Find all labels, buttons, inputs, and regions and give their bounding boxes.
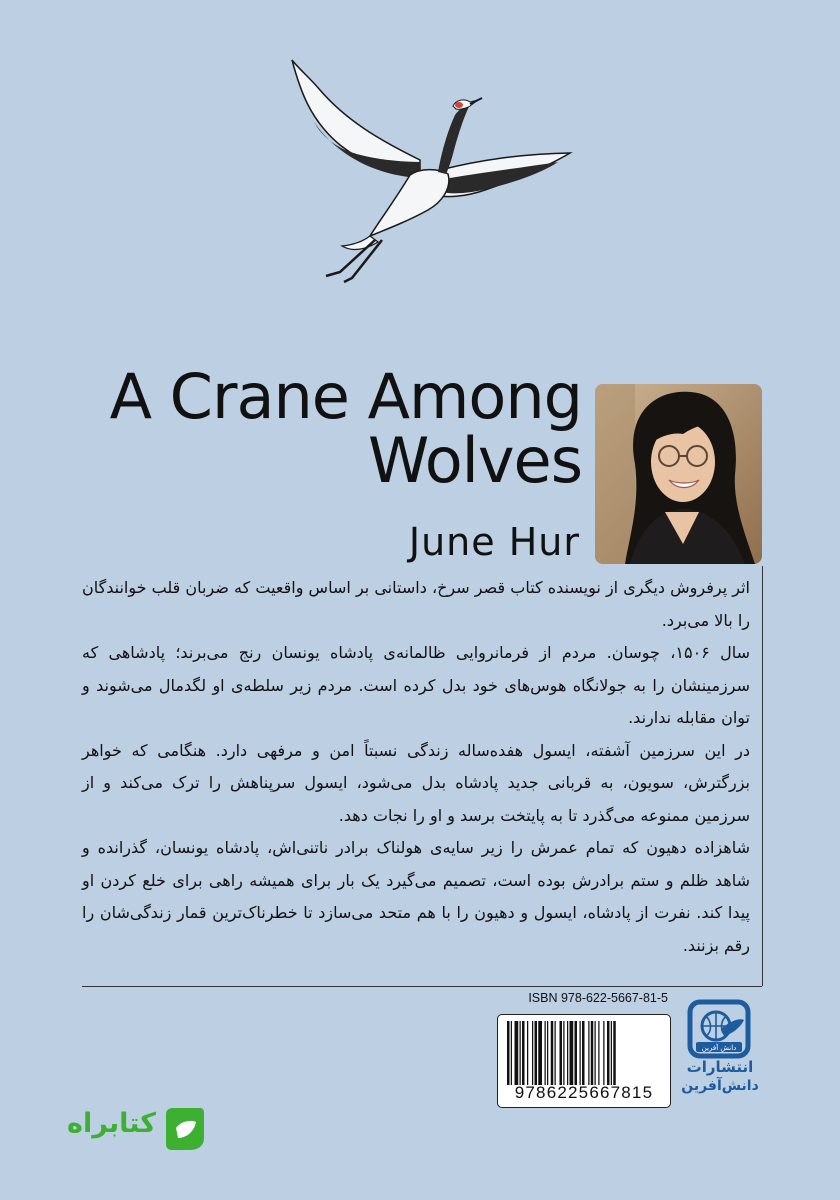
- barcode-bar: [607, 1021, 610, 1085]
- publisher-emblem-icon: [686, 998, 752, 1060]
- book-leaf-icon: [158, 1104, 208, 1154]
- barcode-bar: [545, 1021, 546, 1085]
- barcode-bar: [532, 1021, 533, 1085]
- barcode-bar: [511, 1021, 512, 1085]
- book-title-line1: A Crane Among: [109, 360, 582, 433]
- barcode-bar: [522, 1021, 525, 1085]
- barcode-bar: [598, 1021, 599, 1085]
- barcode-bar: [582, 1021, 585, 1085]
- blurb-paragraph: سال ۱۵۰۶، چوسان. مردم از فرمانروایی ظالمانه‌ی پادشاه یونسان رنج می‌برند؛ پادشاهی که سرزمینشان را به جولانگاه هوس‌های خود بدل کرده است. مردم زیر سلطه‌ی او لگدمال می‌شوند و توان مقابله ندارند.: [82, 643, 750, 727]
- barcode-bar: [567, 1021, 568, 1085]
- barcode-number: 9786225667815: [514, 1083, 654, 1102]
- publisher-name-line2: دانش‌آفرین: [681, 1078, 759, 1094]
- publisher-mark-text: دانش آفرین: [701, 1044, 737, 1052]
- divider-vertical: [762, 566, 763, 986]
- author-photo: [595, 384, 762, 564]
- barcode-bar: [611, 1021, 612, 1085]
- barcode-bar: [595, 1021, 596, 1085]
- barcode-bar: [555, 1021, 556, 1085]
- book-title: [22, 360, 582, 497]
- store-logo: [38, 1100, 218, 1160]
- barcode-bar: [591, 1021, 594, 1085]
- divider-horizontal: [82, 986, 762, 987]
- barcode-bars: [507, 1021, 661, 1085]
- barcode-bar: [588, 1021, 589, 1085]
- barcode-bar: [613, 1021, 616, 1085]
- author-name: June Hur: [408, 520, 580, 564]
- publisher-name-line1: انتشارات: [686, 1058, 754, 1076]
- barcode-bar: [560, 1021, 563, 1085]
- barcode-bar: [547, 1021, 548, 1085]
- barcode-bar: [527, 1021, 528, 1085]
- book-blurb: [82, 572, 750, 962]
- barcode-bar: [580, 1021, 581, 1085]
- barcode-bar: [520, 1021, 521, 1085]
- barcode-bar: [603, 1021, 604, 1085]
- barcode-bar: [538, 1021, 542, 1085]
- book-title-line2: Wolves: [368, 424, 582, 497]
- store-name: کتابراه: [67, 1108, 156, 1139]
- barcode-bar: [515, 1021, 519, 1085]
- blurb-paragraph: شاهزاده دهیون که تمام عمرش را زیر سایه‌ی هولناک برادر ناتنی‌اش، پادشاه یونسان، گذرانده و شاهد ظلم و ستم برادرش بوده است، تصمیم می‌گیرد یک بار برای همیشه راهی برای خلع کردن او پیدا کند. نفرت از پادشاه، ایسول و دهیون را با هم متحد می‌سازد تا خطرناک‌ترین قمار زندگی‌شان را رقم بزنند.: [82, 838, 750, 955]
- isbn-label: ISBN 978-622-5667-81-5: [528, 991, 668, 1005]
- barcode-bar: [551, 1021, 554, 1085]
- barcode-bar: [575, 1021, 578, 1085]
- barcode-bar: [563, 1021, 564, 1085]
- blurb-paragraph: در این سرزمین آشفته، ایسول هفده‌ساله زندگی نسبتاً امن و مرفهی دارد. هنگامی که خواهر بزرگترش، سویون، به قربانی جدید پادشاه بدل می‌شود، ایسول سرپناهش را ترک می‌کند و از سرزمین ممنوعه می‌گذرد تا به پایتخت برسد و او را نجات دهد.: [82, 740, 750, 825]
- barcode-bar: [507, 1021, 510, 1085]
- barcode: [497, 1014, 671, 1108]
- blurb-paragraph: اثر پرفروش دیگری از نویسنده کتاب قصر سرخ، داستانی بر اساس واقعیت که ضربان قلب خوانندگان را بالا می‌برد.: [82, 578, 750, 630]
- publisher-logo: [680, 998, 760, 1108]
- barcode-bar: [535, 1021, 538, 1085]
- barcode-bar: [570, 1021, 574, 1085]
- crane-illustration: [270, 50, 590, 290]
